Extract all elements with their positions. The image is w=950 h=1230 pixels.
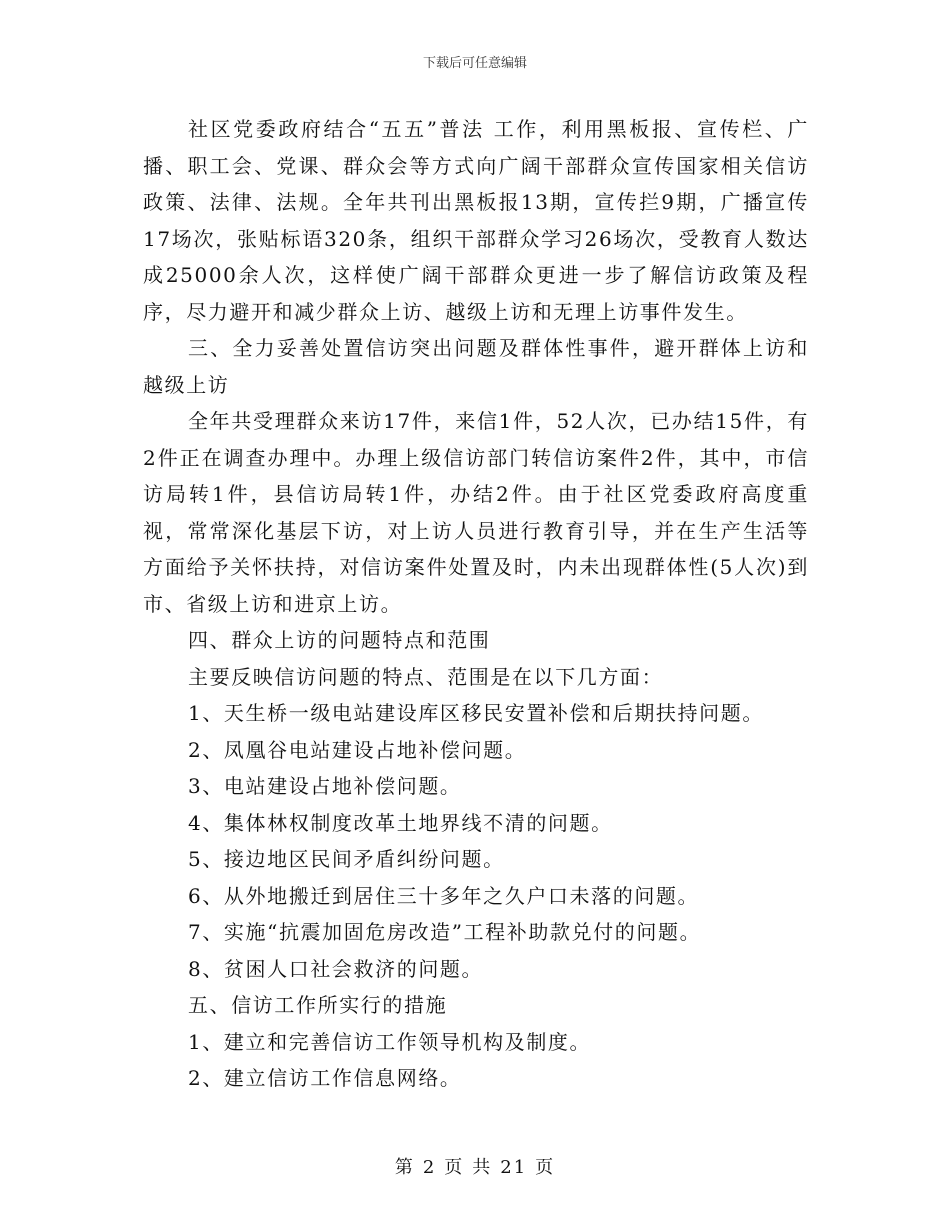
footer-label-ye-2: 页	[535, 1157, 556, 1178]
section-4-heading: 四、群众上访的问题特点和范围	[188, 628, 491, 652]
list-item: 3、电站建设占地补偿问题。	[188, 774, 462, 798]
section-4-intro: 主要反映信访问题的特点、范围是在以下几方面：	[188, 664, 664, 689]
page-header: 下载后可任意编辑	[422, 56, 527, 71]
footer-label-ye: 页	[444, 1157, 465, 1178]
list-item: 4、集体林权制度改革土地界线不清的问题。	[188, 810, 613, 835]
paragraph-cases: 全年共受理群众来访17件，来信1件，52人次，已办结15件，有2件正在调查办理中。办理上级信访部门转信访案件2件，其中，市信访局转1件，县信访局转1件，办结2件。由于社区党委政府高度重视，常常深化基层下访，对上访人员进行教育引导，并在生产生活等方面给予关怀扶持，对信访案件处置及时，内未出现群体性(5人次)到市、省级上访和进京上访。	[143, 409, 809, 616]
paragraph-publicity: 社区党委政府结合“五五”普法 工作，利用黑板报、宣传栏、广播、职工会、党课、群众会等方式向广阔干部群众宣传国家相关信访政策、法律、法规。全年共刊出黑板报13期，宣传拦9期，广播宣传17场次，张贴标语320条，组织干部群众学习26场次，受教育人数达成25000余人次，这样使广阔干部群众更进一步了解信访政策及程序，尽力避开和减少群众上访、越级上访和无理上访事件发生。	[143, 117, 809, 324]
footer-label-di: 第	[394, 1157, 415, 1178]
list-item: 2、建立信访工作信息网络。	[188, 1066, 462, 1090]
footer-label-gong: 共	[472, 1157, 493, 1178]
list-item: 1、天生桥一级电站建设库区移民安置补偿和后期扶持问题。	[188, 701, 764, 725]
section-5-heading: 五、信访工作所实行的措施	[188, 993, 448, 1017]
document-body	[143, 111, 809, 1097]
total-pages: 21	[500, 1157, 528, 1178]
list-item: 5、接边地区民间矛盾纠纷问题。	[188, 847, 505, 871]
section-3-heading: 三、全力妥善处置信访突出问题及群体性事件，避开群体上访和越级上访	[143, 336, 809, 397]
page-number: 2	[422, 1157, 437, 1178]
list-item: 8、贫困人口社会救济的问题。	[188, 956, 484, 981]
list-item: 6、从外地搬迁到居住三十多年之久户口未落的问题。	[188, 883, 700, 908]
page-footer	[0, 1153, 950, 1179]
list-item: 1、建立和完善信访工作领导机构及制度。	[188, 1029, 592, 1054]
list-item: 7、实施“抗震加固危房改造”工程补助款兑付的问题。	[188, 920, 702, 944]
list-item: 2、凤凰谷电站建设占地补偿问题。	[188, 737, 527, 762]
